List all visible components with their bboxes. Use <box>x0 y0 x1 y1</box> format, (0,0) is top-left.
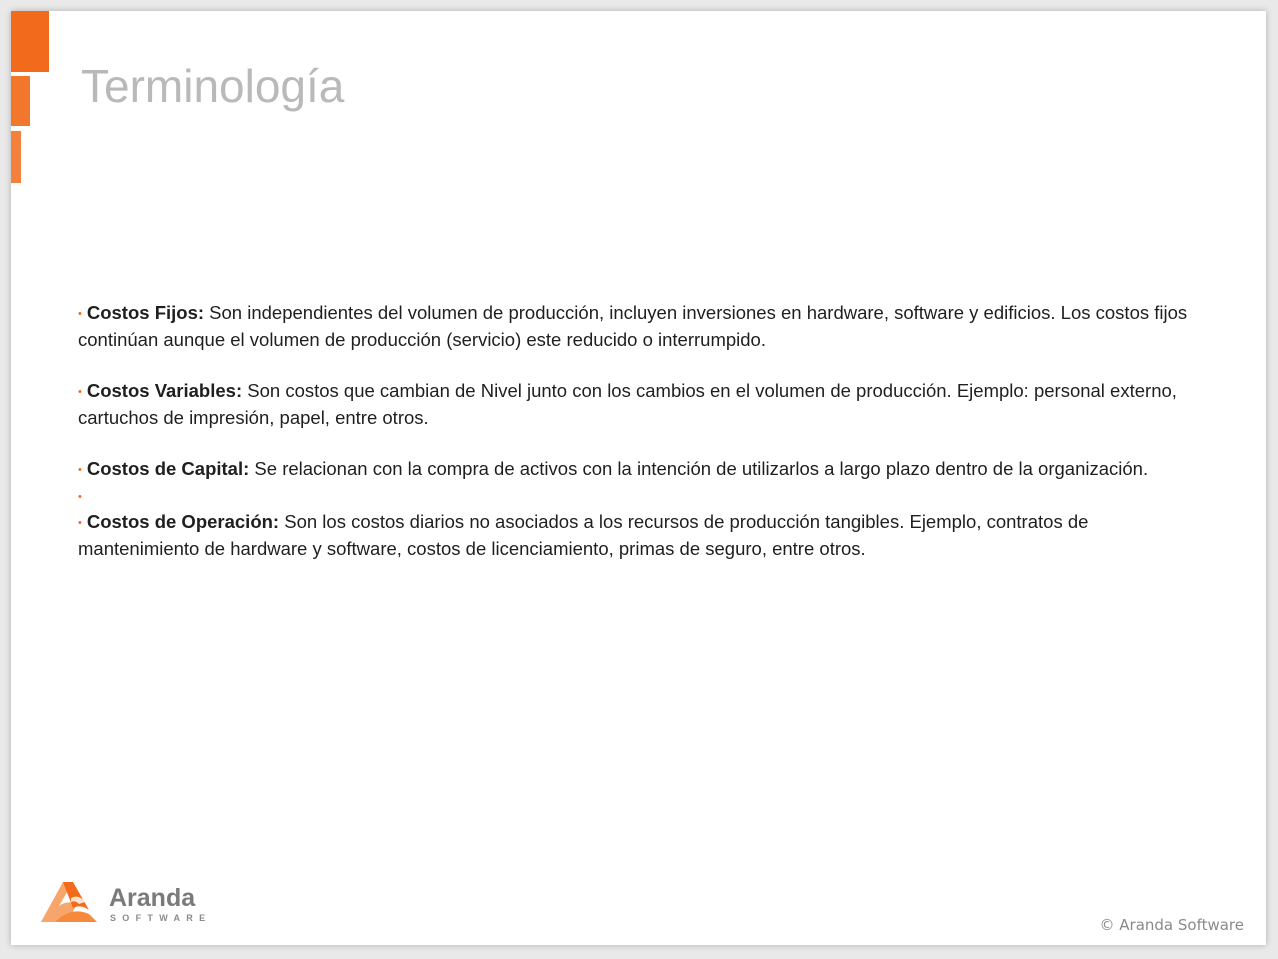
accent-bar-medium <box>11 76 30 126</box>
logo-name: Aranda <box>109 884 196 912</box>
term-label: Costos Fijos: <box>86 302 205 323</box>
list-item-costos-fijos <box>78 300 1203 353</box>
term-description: Se relacionan con la compra de activos con la intención de utilizarlos a largo plazo dentro de la organización. <box>249 458 1149 479</box>
term-description: Son los costos diarios no asociados a los recursos de producción tangibles. Ejemplo, contratos de mantenimiento de hardware y software, costos de licenciamiento, primas de seguro, entre otros. <box>78 511 1089 559</box>
aranda-logo-icon <box>37 876 107 928</box>
term-description: Son independientes del volumen de producción, incluyen inversiones en hardware, software y edificios. Los costos fijos continúan aunque el volumen de producción (servicio) este reducido o interrumpido. <box>78 302 1188 350</box>
term-label: Costos de Capital: <box>86 458 250 479</box>
aranda-logo <box>37 876 227 928</box>
bullet-icon: • <box>78 491 82 503</box>
bullet-icon: • <box>78 308 82 320</box>
bullet-icon: • <box>78 517 82 529</box>
accent-bar-large <box>11 11 49 72</box>
logo-subtitle: SOFTWARE <box>110 913 212 923</box>
term-description: Son costos que cambian de Nivel junto con los cambios en el volumen de producción. Ejemplo: personal externo, cartuchos de impresión, papel, entre otros. <box>78 380 1177 428</box>
bullet-icon: • <box>78 386 82 398</box>
list-item-costos-capital <box>78 456 1203 483</box>
copyright-text: © Aranda Software <box>1099 916 1244 934</box>
term-label: Costos Variables: <box>86 380 243 401</box>
list-item-costos-operacion <box>78 509 1203 562</box>
list-item-empty <box>78 483 1203 509</box>
bullet-icon: • <box>78 464 82 476</box>
accent-bar-small <box>11 131 21 183</box>
term-label: Costos de Operación: <box>86 511 280 532</box>
slide <box>11 11 1266 945</box>
slide-title: Terminología <box>81 60 345 112</box>
list-item-costos-variables <box>78 378 1203 431</box>
bullet-list <box>78 300 1203 562</box>
